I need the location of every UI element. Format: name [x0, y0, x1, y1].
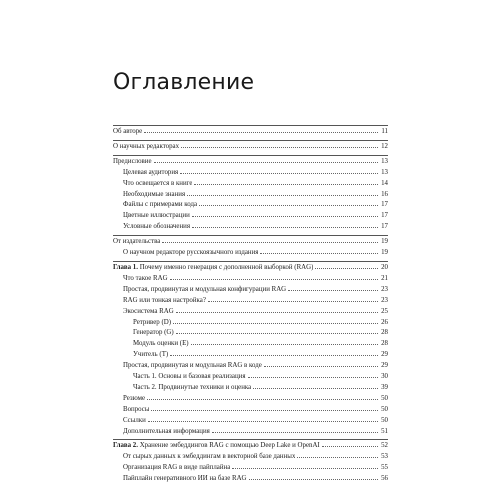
toc-entry[interactable]: [113, 361, 388, 372]
dot-leader: [249, 479, 378, 480]
dot-leader: [248, 377, 378, 378]
page-number: 23: [381, 296, 388, 304]
dot-leader: [194, 184, 378, 185]
toc-entry-label: [123, 248, 258, 259]
toc-entry-label: [133, 350, 168, 361]
page-number: 51: [381, 427, 388, 435]
toc-entry-text: Учитель (T): [133, 351, 169, 359]
toc-entry-label: [123, 405, 149, 416]
toc-entry[interactable]: [113, 383, 388, 394]
page-number: 29: [381, 362, 388, 370]
toc-entry[interactable]: [113, 157, 388, 168]
toc-section: [113, 261, 388, 438]
page-number: 29: [381, 351, 388, 359]
toc-entry-text: Необходимые знания: [123, 190, 186, 198]
toc-entry-text: Генератор (G): [133, 329, 174, 337]
page-number: 52: [381, 442, 388, 450]
chapter-number: Глава 2.: [113, 442, 138, 450]
page-number: 23: [381, 285, 388, 293]
toc-entry[interactable]: [113, 452, 388, 463]
page-title: Оглавление: [113, 70, 255, 95]
toc-entry-label: [123, 285, 286, 296]
dot-leader: [151, 410, 378, 411]
toc-entry-label: [123, 427, 210, 438]
dot-leader: [147, 399, 378, 400]
dot-leader: [192, 227, 378, 228]
page-number: 39: [381, 383, 388, 391]
dot-leader: [253, 388, 378, 389]
toc-entry-text: Часть 1. Основы и базовая реализация: [133, 373, 246, 381]
chapter-number: Глава 1.: [113, 263, 138, 271]
toc-entry[interactable]: [113, 441, 388, 452]
toc-entry-text: Простая, продвинутая и модульная RAG в коде: [123, 362, 262, 370]
toc-entry-label: [133, 372, 246, 383]
toc-entry[interactable]: [113, 285, 388, 296]
toc-entry[interactable]: [113, 394, 388, 405]
toc-entry-label: [123, 416, 146, 427]
page-number: 11: [381, 128, 388, 135]
dot-leader: [162, 242, 378, 243]
page-number: 26: [381, 318, 388, 326]
toc-entry[interactable]: [113, 339, 388, 350]
toc-entry[interactable]: [113, 274, 388, 285]
page-number: 13: [381, 168, 388, 176]
dot-leader: [154, 162, 378, 163]
dot-leader: [212, 432, 378, 433]
toc-entry-label: [123, 474, 247, 485]
toc-entry[interactable]: [113, 248, 388, 259]
toc-entry[interactable]: [113, 328, 388, 339]
dot-leader: [232, 468, 378, 469]
dot-leader: [180, 173, 378, 174]
toc-entry-label: [133, 383, 251, 394]
dot-leader: [187, 195, 378, 196]
toc-entry-label: [133, 328, 174, 339]
page-number: 28: [381, 340, 388, 348]
toc-entry[interactable]: [113, 200, 388, 211]
toc-entry-label: [123, 222, 190, 233]
toc-entry-text: Экосистема RAG: [123, 307, 174, 315]
toc-entry-text: Простая, продвинутая и модульная конфигурации RAG: [123, 285, 287, 293]
toc-entry-label: [113, 237, 160, 248]
page-number: 19: [381, 249, 388, 257]
page-number: 55: [381, 464, 388, 472]
dot-leader: [173, 323, 378, 324]
toc-entry-label: [123, 179, 192, 190]
toc-entry-label: [123, 394, 145, 405]
toc-entry-text: Ретривер (D): [133, 318, 172, 326]
toc-entry-text: Модуль оценки (E): [133, 340, 189, 348]
dot-leader: [176, 312, 378, 313]
toc-entry-text: Цветные иллюстрации: [123, 212, 190, 220]
table-of-contents: [113, 125, 388, 487]
toc-entry[interactable]: [113, 190, 388, 201]
toc-entry-text: Вопросы: [123, 405, 150, 413]
page-number: 28: [381, 329, 388, 337]
toc-entry-text: Часть 2. Продвинутые техники и оценка: [133, 383, 252, 391]
toc-entry-text: Резюме: [123, 394, 146, 402]
dot-leader: [176, 333, 378, 334]
dot-leader: [192, 216, 378, 217]
toc-entry-label: [113, 441, 320, 452]
toc-entry-text: Целевая аудитория: [123, 168, 179, 176]
toc-entry-text: Об авторе: [113, 128, 143, 135]
toc-entry-label: [123, 211, 190, 222]
toc-entry-label: [123, 274, 168, 285]
dot-leader: [260, 253, 378, 254]
toc-entry[interactable]: [113, 211, 388, 222]
toc-entry-label: [113, 127, 142, 138]
toc-entry-text: Хранение эмбеддингов RAG с помощью Deep Lake и OpenAI: [137, 442, 320, 450]
toc-entry-label: [113, 263, 313, 274]
toc-entry-text: Файлы с примерами кода: [123, 201, 198, 209]
toc-entry[interactable]: [113, 350, 388, 361]
toc-section: [113, 125, 388, 138]
toc-entry[interactable]: [113, 296, 388, 307]
toc-entry-label: [113, 142, 179, 153]
toc-entry-text: Что освещается в книге: [123, 179, 193, 187]
page-number: 50: [381, 416, 388, 424]
toc-entry-text: Пайплайн генеративного ИИ на базе RAG: [123, 475, 247, 483]
toc-entry-text: Что такое RAG: [123, 274, 168, 282]
toc-entry[interactable]: [113, 222, 388, 233]
page-number: 21: [381, 274, 388, 282]
page-number: 25: [381, 307, 388, 315]
toc-entry-label: [123, 361, 262, 372]
toc-entry-text: От сырых данных к эмбеддингам в векторной базе данных: [123, 453, 296, 461]
toc-entry-label: [123, 307, 174, 318]
dot-leader: [170, 355, 378, 356]
toc-entry[interactable]: [113, 237, 388, 248]
toc-entry-text: От издательства: [113, 238, 161, 246]
toc-entry[interactable]: [113, 474, 388, 485]
toc-entry-text: Дополнительная информация: [123, 427, 210, 435]
toc-entry[interactable]: [113, 168, 388, 179]
toc-entry[interactable]: [113, 307, 388, 318]
toc-entry[interactable]: [113, 318, 388, 329]
toc-entry-label: [123, 296, 206, 307]
toc-entry-text: Почему именно генерация с дополненной выборкой (RAG): [137, 263, 314, 271]
dot-leader: [297, 457, 378, 458]
toc-section: [113, 155, 388, 233]
toc-entry[interactable]: [113, 127, 388, 138]
toc-entry[interactable]: [113, 463, 388, 474]
toc-entry-text: RAG или тонкая настройка?: [123, 296, 206, 304]
toc-entry[interactable]: [113, 416, 388, 427]
page-number: 16: [381, 190, 388, 198]
toc-section: [113, 235, 388, 259]
dot-leader: [208, 301, 378, 302]
toc-entry[interactable]: [113, 142, 388, 153]
toc-entry-text: Предисловие: [113, 157, 152, 165]
page-number: 14: [381, 179, 388, 187]
toc-section: [113, 439, 388, 485]
page-number: 30: [381, 373, 388, 381]
dot-leader: [199, 205, 378, 206]
page-number: 17: [381, 223, 388, 231]
page-number: 50: [381, 405, 388, 413]
dot-leader: [170, 279, 378, 280]
toc-entry[interactable]: [113, 405, 388, 416]
toc-entry-label: [123, 452, 295, 463]
page-number: 17: [381, 201, 388, 209]
dot-leader: [322, 446, 378, 447]
toc-entry-label: [133, 339, 189, 350]
toc-entry[interactable]: [113, 263, 388, 274]
dot-leader: [148, 421, 378, 422]
toc-entry-label: [123, 200, 197, 211]
toc-entry-text: О научных редакторах: [113, 142, 180, 150]
dot-leader: [288, 290, 378, 291]
toc-entry-text: Условные обозначения: [123, 223, 191, 231]
page-number: 17: [381, 212, 388, 220]
toc-entry-label: [133, 318, 171, 329]
toc-section: [113, 140, 388, 153]
page-number: 13: [381, 157, 388, 165]
toc-entry[interactable]: [113, 427, 388, 438]
toc-entry-label: [113, 157, 152, 168]
toc-entry-text: Ссылки: [123, 416, 146, 424]
dot-leader: [181, 147, 378, 148]
toc-entry-text: О научном редакторе русскоязычного издания: [123, 249, 259, 257]
dot-leader: [191, 344, 378, 345]
toc-entry-label: [123, 190, 185, 201]
page-number: 20: [381, 263, 388, 271]
dot-leader: [315, 268, 378, 269]
toc-entry[interactable]: [113, 179, 388, 190]
dot-leader: [264, 366, 378, 367]
toc-entry[interactable]: [113, 372, 388, 383]
toc-entry-text: Организация RAG в виде пайплайна: [123, 464, 231, 472]
page-number: 56: [381, 475, 388, 483]
page-number: 50: [381, 394, 388, 402]
page-number: 53: [381, 453, 388, 461]
toc-entry-label: [123, 168, 178, 179]
page-number: 12: [381, 142, 388, 150]
dot-leader: [144, 132, 378, 133]
page-number: 19: [381, 238, 388, 246]
toc-entry-label: [123, 463, 230, 474]
